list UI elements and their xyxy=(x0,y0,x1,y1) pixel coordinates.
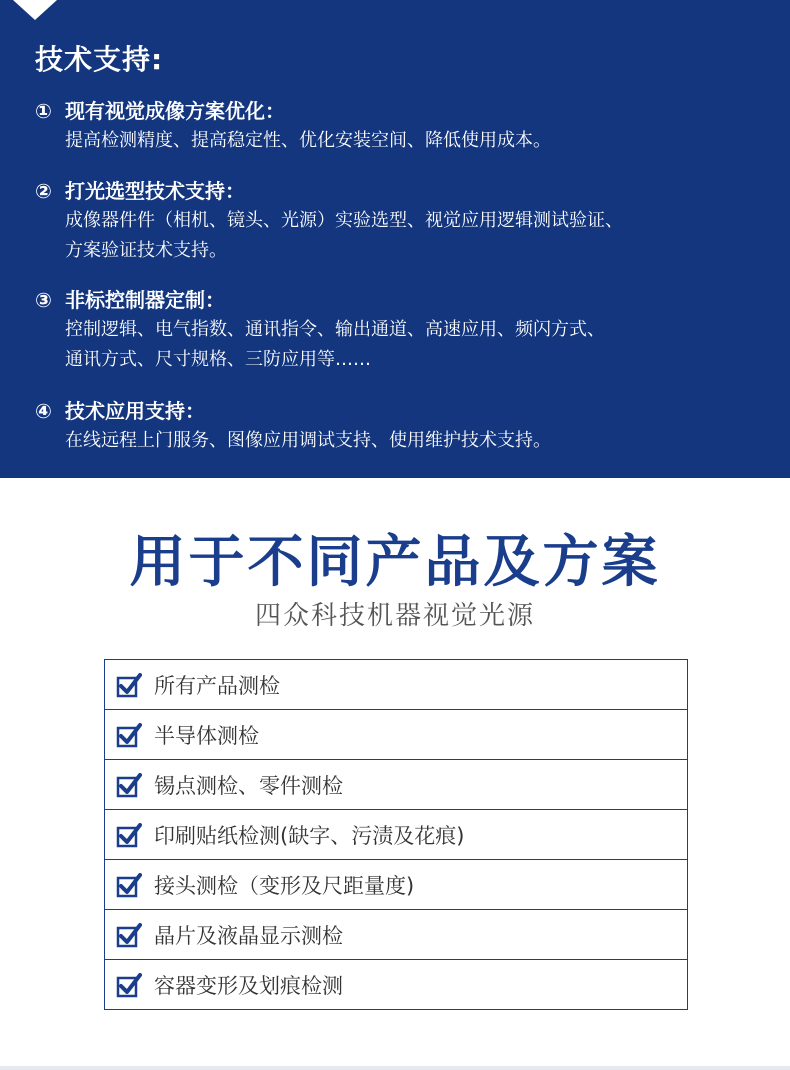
item-text: 成像器件件（相机、镜头、光源）实验选型、视觉应用逻辑测试验证、 xyxy=(65,210,623,231)
support-item-head xyxy=(35,396,551,426)
support-item-head xyxy=(35,176,623,206)
checklist-row xyxy=(105,960,687,1010)
checklist-row xyxy=(105,760,687,810)
checklist-row xyxy=(105,860,687,910)
item-number: ④ xyxy=(35,399,52,423)
support-item xyxy=(35,96,551,156)
item-text: 提高检测精度、提高稳定性、优化安装空间、降低使用成本。 xyxy=(65,130,551,151)
checklist-label: 所有产品测检 xyxy=(154,673,280,698)
checklist-label: 接头测检（变形及尺距量度) xyxy=(154,873,415,898)
item-text: 通讯方式、尺寸规格、三防应用等…… xyxy=(65,349,371,370)
checkbox-checked-icon xyxy=(116,722,142,748)
checkbox-checked-icon xyxy=(116,922,142,948)
bottom-divider xyxy=(0,1066,790,1070)
checklist-row xyxy=(105,710,687,760)
item-title: 现有视觉成像方案优化： xyxy=(65,99,285,123)
checklist-label: 半导体测检 xyxy=(154,723,259,748)
panel-notch xyxy=(13,0,57,20)
support-item xyxy=(35,176,623,266)
support-item-head xyxy=(35,96,551,126)
item-title: 非标控制器定制： xyxy=(65,288,225,312)
checklist-row xyxy=(105,660,687,710)
item-text: 在线远程上门服务、图像应用调试支持、使用维护技术支持。 xyxy=(65,430,551,451)
checkbox-checked-icon xyxy=(116,972,142,998)
checklist-label: 印刷贴纸检测(缺字、污渍及花痕) xyxy=(154,823,465,848)
checklist-label: 晶片及液晶显示测检 xyxy=(154,923,343,948)
item-number: ① xyxy=(35,99,52,123)
item-title: 技术应用支持： xyxy=(65,399,205,423)
support-item xyxy=(35,285,605,375)
item-text: 方案验证技术支持。 xyxy=(65,240,227,261)
support-item-head xyxy=(35,285,605,315)
tech-support-panel xyxy=(0,0,790,478)
applications-subtitle: 四众科技机器视觉光源 xyxy=(254,601,535,631)
checkbox-checked-icon xyxy=(116,672,142,698)
checkbox-checked-icon xyxy=(116,772,142,798)
item-title: 打光选型技术支持： xyxy=(65,179,245,203)
support-item xyxy=(35,396,551,456)
checklist-label: 容器变形及划痕检测 xyxy=(154,973,343,998)
applications-title: 用于不同产品及方案 xyxy=(129,530,661,595)
item-text: 控制逻辑、电气指数、通讯指令、输出通道、高速应用、频闪方式、 xyxy=(65,319,605,340)
support-title: 技术支持: xyxy=(35,43,164,76)
applications-checklist xyxy=(104,659,688,1010)
checklist-label: 锡点测检、零件测检 xyxy=(154,773,343,798)
checkbox-checked-icon xyxy=(116,872,142,898)
checkbox-checked-icon xyxy=(116,822,142,848)
item-number: ③ xyxy=(35,288,52,312)
checklist-row xyxy=(105,810,687,860)
item-number: ② xyxy=(35,179,52,203)
checklist-row xyxy=(105,910,687,960)
